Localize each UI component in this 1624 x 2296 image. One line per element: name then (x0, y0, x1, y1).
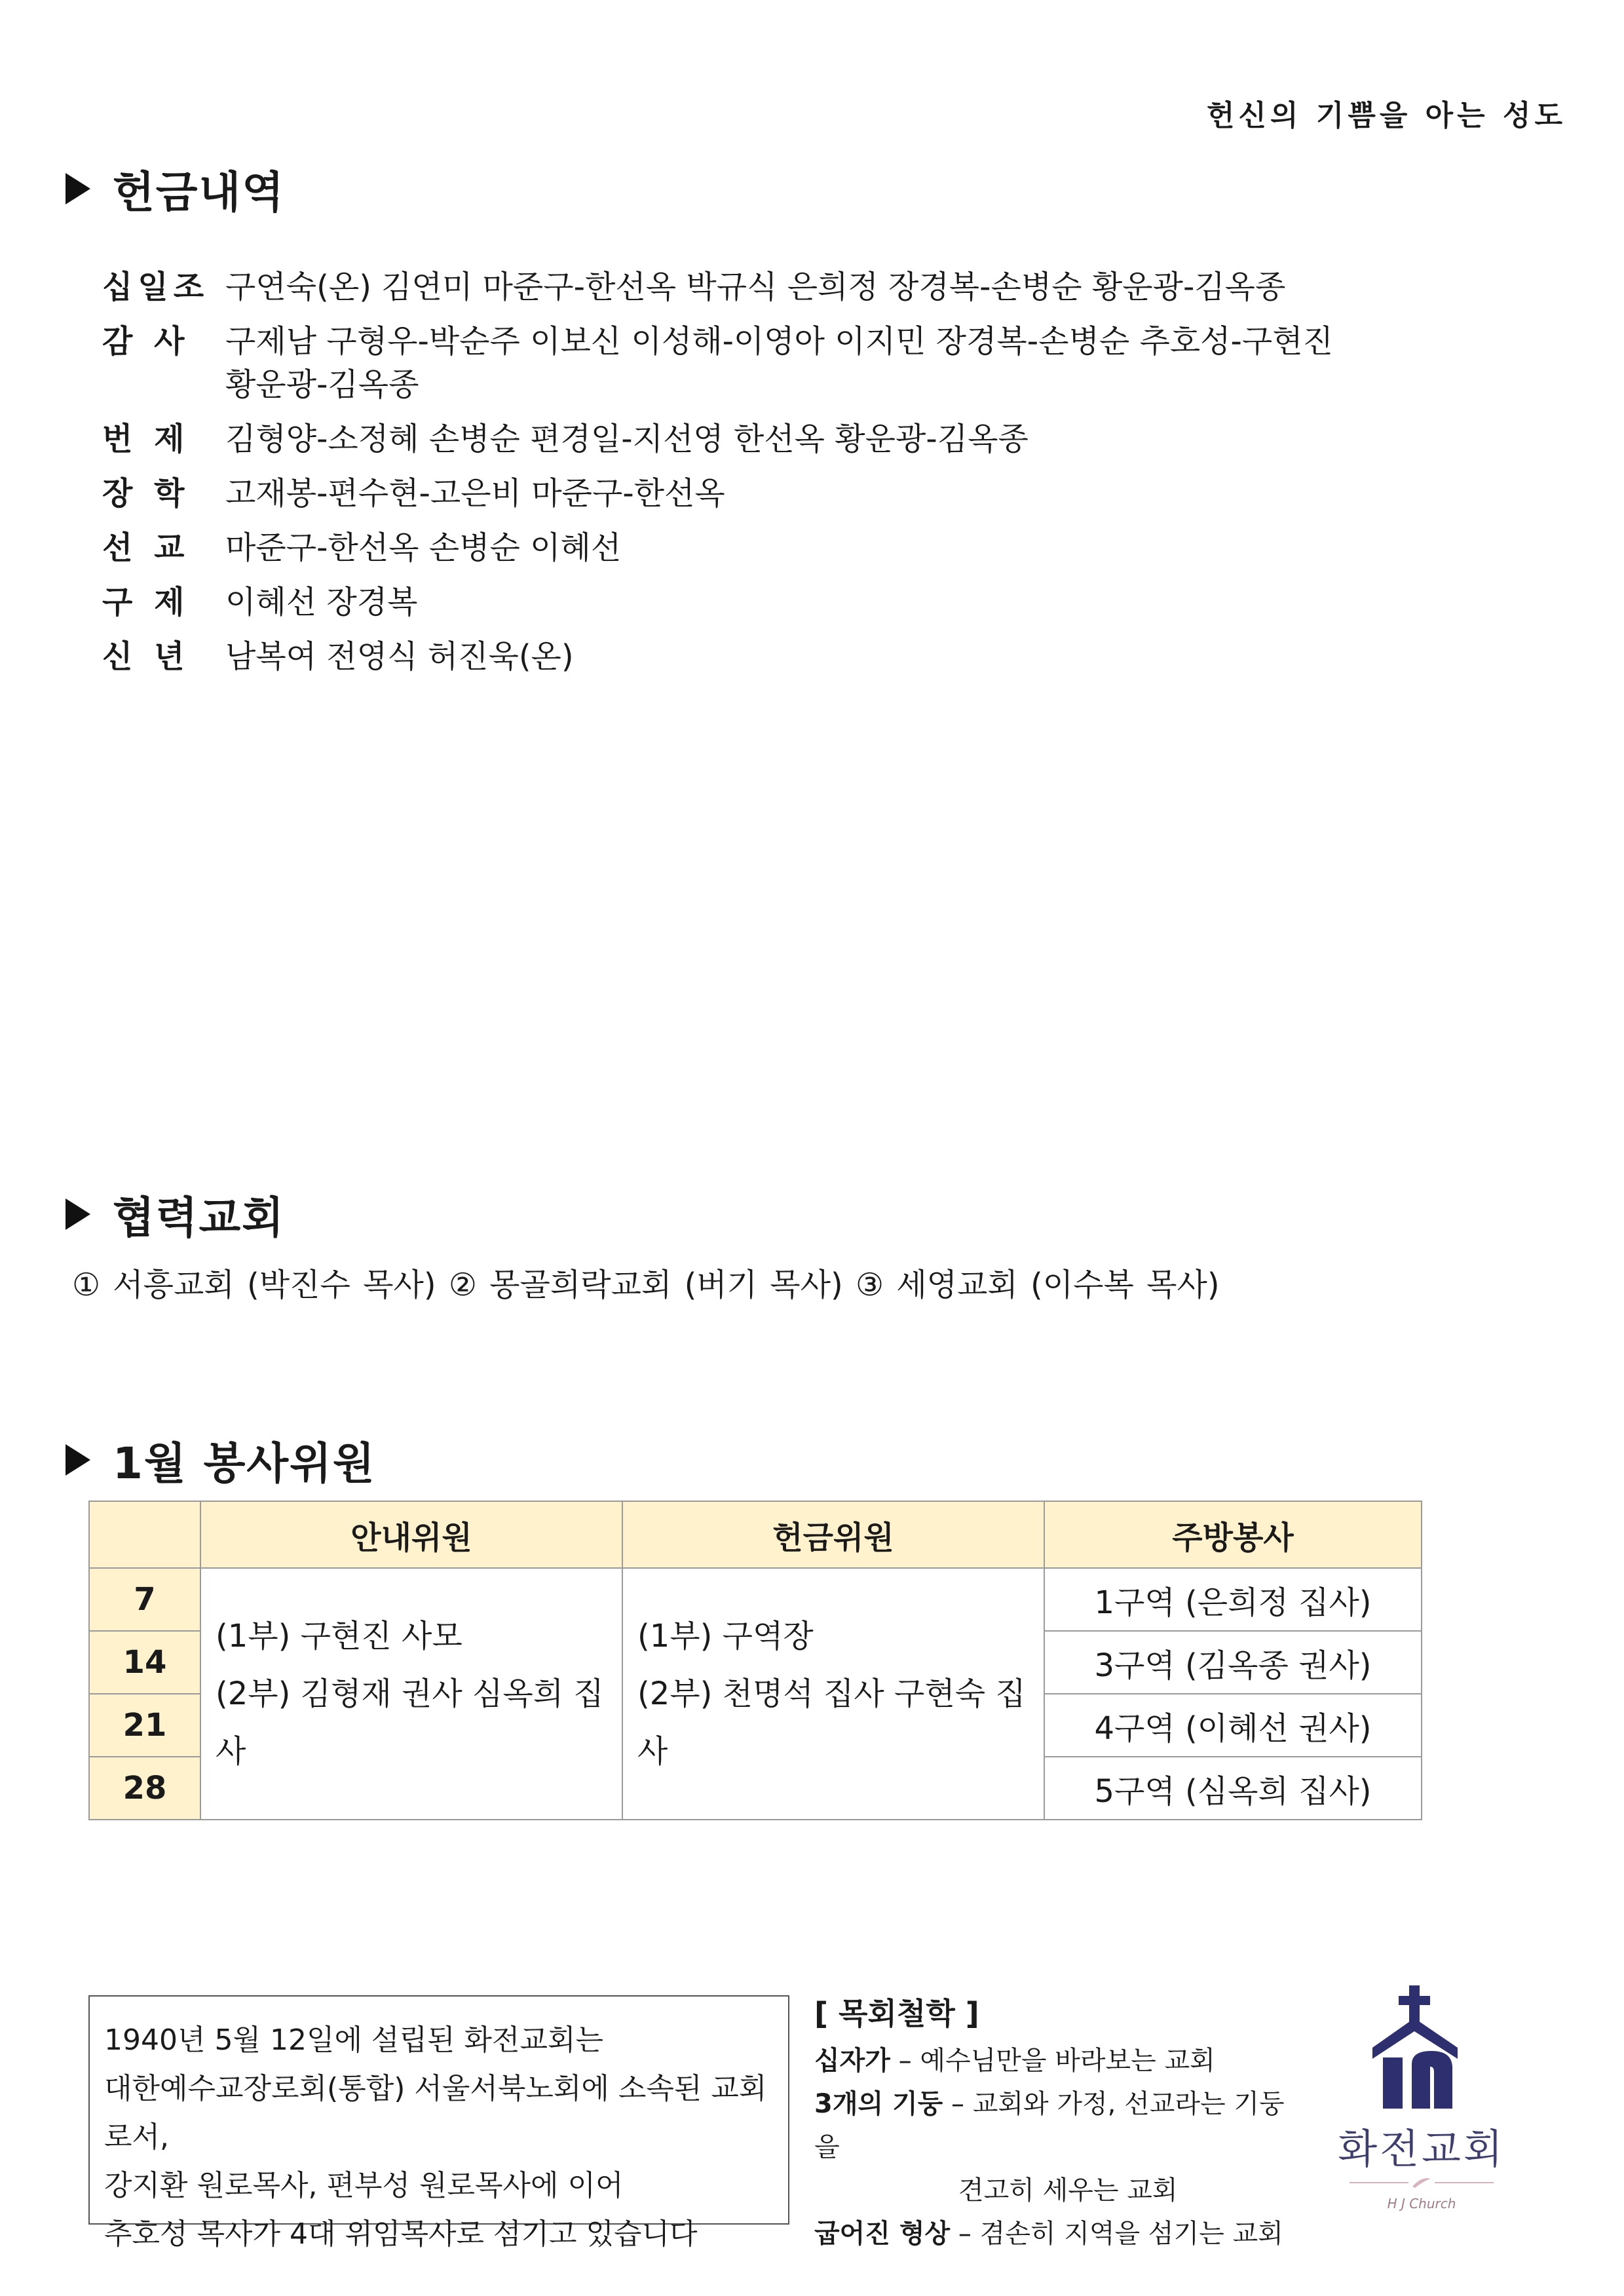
offering-names: 구연숙(온) 김연미 마준구-한선옥 박규식 은희정 장경복-손병순 황운광-김옥종 (225, 269, 1286, 305)
partners-title: 협력교회 (113, 1193, 286, 1243)
header-kitchen: 주방봉사 (1044, 1501, 1422, 1568)
offering-team-line: (1부) 구역장 (637, 1618, 814, 1655)
offering-row (102, 581, 1543, 624)
service-table (88, 1501, 1422, 1820)
offering-names: 남복여 전영식 허진욱(온) (225, 638, 574, 675)
offering-label: 선 교 (102, 529, 190, 566)
kitchen-cell: 1구역 (은희정 집사) (1044, 1568, 1422, 1631)
header-offering-team: 헌금위원 (622, 1501, 1044, 1568)
offering-names: 김형양-소정혜 손병순 편경일-지선영 한선옥 황운광-김옥종 (225, 421, 1029, 457)
offering-names: 고재봉-편수현-고은비 마준구-한선옥 (225, 475, 725, 512)
kitchen-cell: 3구역 (김옥종 권사) (1044, 1631, 1422, 1694)
philosophy-desc: – 교회와 가정, 선교라는 기둥을 (814, 2089, 1285, 2162)
philosophy-item (814, 2212, 1286, 2255)
offering-names: 구제남 구형우-박순주 이보신 이성해-이영아 이지민 장경복-손병순 추호성-구현진 황운광-김옥종 (225, 323, 1333, 403)
philosophy-item (814, 2039, 1286, 2082)
offering-row (102, 417, 1543, 461)
motto: 헌신의 기쁨을 아는 성도 (1207, 99, 1566, 132)
leaf-ornament-icon (1350, 2175, 1494, 2191)
church-name: 화전교회 (1338, 2125, 1505, 2173)
offering-names: 마준구-한선옥 손병순 이혜선 (225, 529, 622, 566)
offering-team-line: (2부) 천명석 집사 구현숙 집사 (637, 1675, 1026, 1770)
kitchen-cell: 4구역 (이혜선 권사) (1044, 1694, 1422, 1757)
offering-section-heading (66, 157, 285, 220)
offering-label: 장 학 (102, 475, 190, 512)
offering-list (102, 265, 1543, 689)
offering-title: 헌금내역 (113, 167, 286, 218)
philosophy-item (814, 2169, 1286, 2212)
partner-churches-line: ① 서흥교회 (박진수 목사) ② 몽골희락교회 (버기 목사) ③ 세영교회 (이수복 목사) (72, 1267, 1220, 1303)
triangle-bullet-icon (66, 1198, 90, 1230)
offering-row (102, 635, 1543, 678)
offering-row (102, 265, 1543, 309)
week-cell: 14 (89, 1631, 200, 1694)
church-english-name: H J Church (1387, 2196, 1456, 2211)
ushers-cell (200, 1568, 622, 1820)
offering-names: 이혜선 장경복 (225, 584, 418, 621)
header-week (89, 1501, 200, 1568)
history-line: 1940년 5월 12일에 설립된 화전교회는 (104, 2023, 603, 2057)
history-line: 추호성 목사가 4대 위임목사로 섬기고 있습니다 (104, 2217, 698, 2251)
philosophy-desc: – 예수님만을 바라보는 교회 (890, 2046, 1215, 2076)
offering-label: 구 제 (102, 584, 190, 621)
offering-row (102, 320, 1543, 406)
week-cell: 21 (89, 1694, 200, 1757)
table-header-row (89, 1501, 1422, 1568)
history-line: 대한예수교장로회(통합) 서울서북노회에 소속된 교회로서, (104, 2072, 767, 2154)
offering-label: 십일조 (102, 269, 210, 305)
offering-row (102, 526, 1543, 569)
philosophy-title: [ 목회철학 ] (814, 1996, 979, 2031)
philosophy-desc: – 겸손히 지역을 섬기는 교회 (950, 2219, 1283, 2249)
offering-label: 감 사 (102, 323, 190, 360)
offering-label: 신 년 (102, 638, 190, 675)
philosophy-item (814, 2082, 1286, 2169)
ushers-line: (2부) 김형재 권사 심옥희 집사 (216, 1675, 604, 1770)
philosophy-desc: 견고히 세우는 교회 (958, 2175, 1178, 2206)
philosophy-term: 굽어진 형상 (814, 2219, 951, 2249)
philosophy-term: 3개의 기둥 (814, 2089, 943, 2119)
ministry-philosophy (814, 1992, 1286, 2255)
kitchen-cell: 5구역 (심옥희 집사) (1044, 1757, 1422, 1820)
offering-row (102, 472, 1543, 515)
history-line: 강지환 원로목사, 편부성 원로목사에 이어 (104, 2169, 624, 2202)
triangle-bullet-icon (66, 1444, 90, 1476)
church-cross-logo-icon (1366, 1985, 1477, 2110)
service-section-heading (66, 1428, 376, 1491)
week-cell: 7 (89, 1568, 200, 1631)
offering-team-cell (622, 1568, 1044, 1820)
service-title: 1월 봉사위원 (113, 1438, 376, 1489)
week-cell: 28 (89, 1757, 200, 1820)
philosophy-term: 십자가 (814, 2046, 890, 2076)
triangle-bullet-icon (66, 173, 90, 204)
header-ushers: 안내위원 (200, 1501, 622, 1568)
partners-section-heading (66, 1183, 285, 1245)
offering-label: 번 제 (102, 421, 190, 457)
church-logo (1323, 1985, 1520, 2211)
church-history-box (88, 1995, 789, 2251)
table-row (89, 1568, 1422, 1631)
ushers-line: (1부) 구현진 사모 (216, 1618, 463, 1655)
